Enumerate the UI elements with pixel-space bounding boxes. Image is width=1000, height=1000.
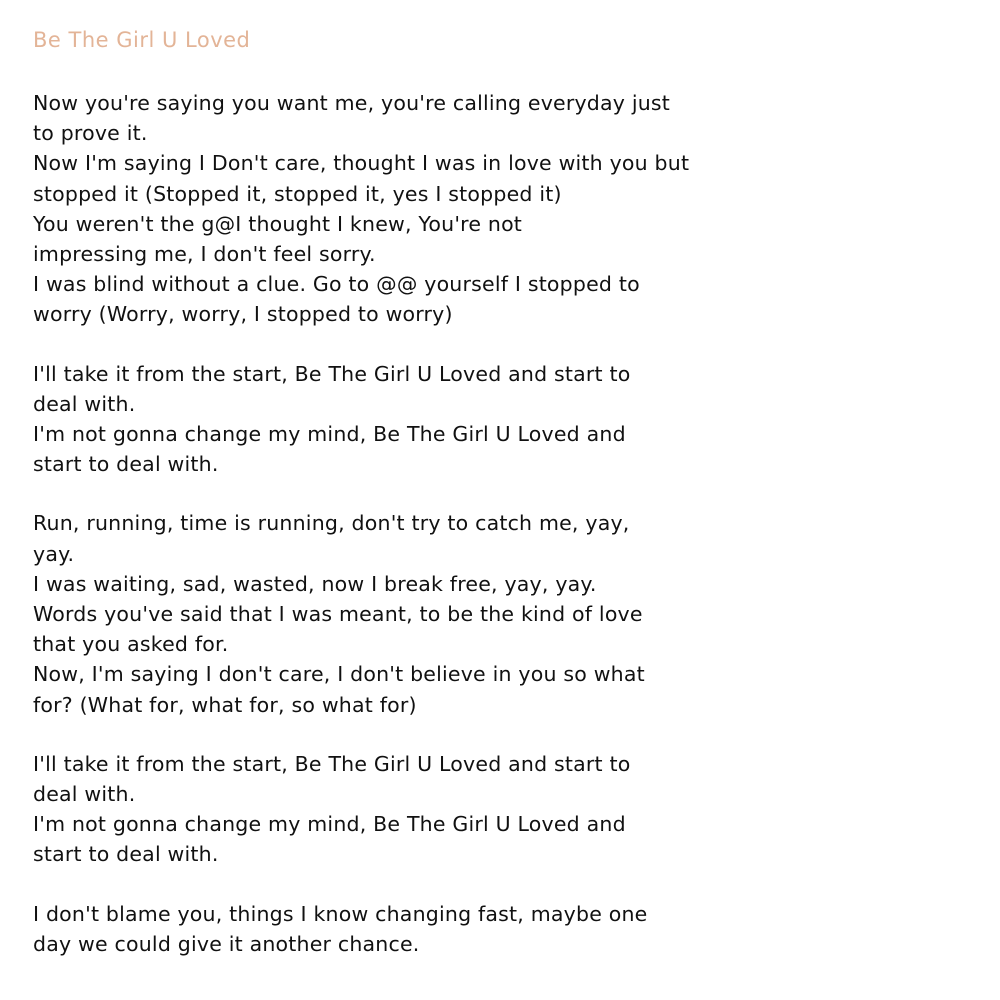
lyric-line: I don't blame you, things I know changing fast, maybe one bbox=[33, 901, 648, 926]
lyric-line: Now I'm saying I Don't care, thought I was in love with you but bbox=[33, 151, 690, 176]
lyric-line: I was blind without a clue. Go to @@ yourself I stopped to bbox=[33, 272, 640, 297]
lyric-line: to prove it. bbox=[33, 121, 148, 146]
lyric-line: day we could give it another chance. bbox=[33, 931, 420, 956]
lyric-line: stopped it (Stopped it, stopped it, yes I stopped it) bbox=[33, 181, 562, 206]
lyric-line: for? (What for, what for, so what for) bbox=[33, 692, 417, 717]
stanza-verse-2 bbox=[33, 508, 973, 719]
lyric-line: worry (Worry, worry, I stopped to worry) bbox=[33, 302, 453, 327]
song-title: Be The Girl U Loved bbox=[33, 28, 251, 52]
lyric-line: that you asked for. bbox=[33, 632, 229, 657]
lyric-line: Now, I'm saying I don't care, I don't believe in you so what bbox=[33, 662, 645, 687]
lyric-line: You weren't the g@I thought I knew, You're not bbox=[33, 211, 523, 236]
lyric-line: Words you've said that I was meant, to be the kind of love bbox=[33, 602, 643, 627]
lyric-line: start to deal with. bbox=[33, 452, 219, 477]
lyric-line: Run, running, time is running, don't try to catch me, yay, bbox=[33, 511, 630, 536]
stanza-chorus-2 bbox=[33, 749, 973, 870]
lyric-line: impressing me, I don't feel sorry. bbox=[33, 242, 376, 267]
lyrics-body bbox=[33, 88, 973, 988]
lyric-line: I was waiting, sad, wasted, now I break free, yay, yay. bbox=[33, 571, 597, 596]
lyric-line: deal with. bbox=[33, 782, 136, 807]
lyric-line: I'm not gonna change my mind, Be The Girl U Loved and bbox=[33, 812, 626, 837]
stanza-verse-1 bbox=[33, 88, 973, 330]
lyric-line: Now you're saying you want me, you're calling everyday just bbox=[33, 91, 671, 115]
lyric-line: I'll take it from the start, Be The Girl U Loved and start to bbox=[33, 751, 631, 776]
lyric-line: yay. bbox=[33, 541, 75, 566]
lyric-line: deal with. bbox=[33, 391, 136, 416]
stanza-chorus-1 bbox=[33, 359, 973, 480]
lyric-line: start to deal with. bbox=[33, 842, 219, 867]
lyric-line: I'll take it from the start, Be The Girl U Loved and start to bbox=[33, 361, 631, 386]
stanza-outro bbox=[33, 899, 973, 959]
lyric-line: I'm not gonna change my mind, Be The Girl U Loved and bbox=[33, 422, 626, 447]
